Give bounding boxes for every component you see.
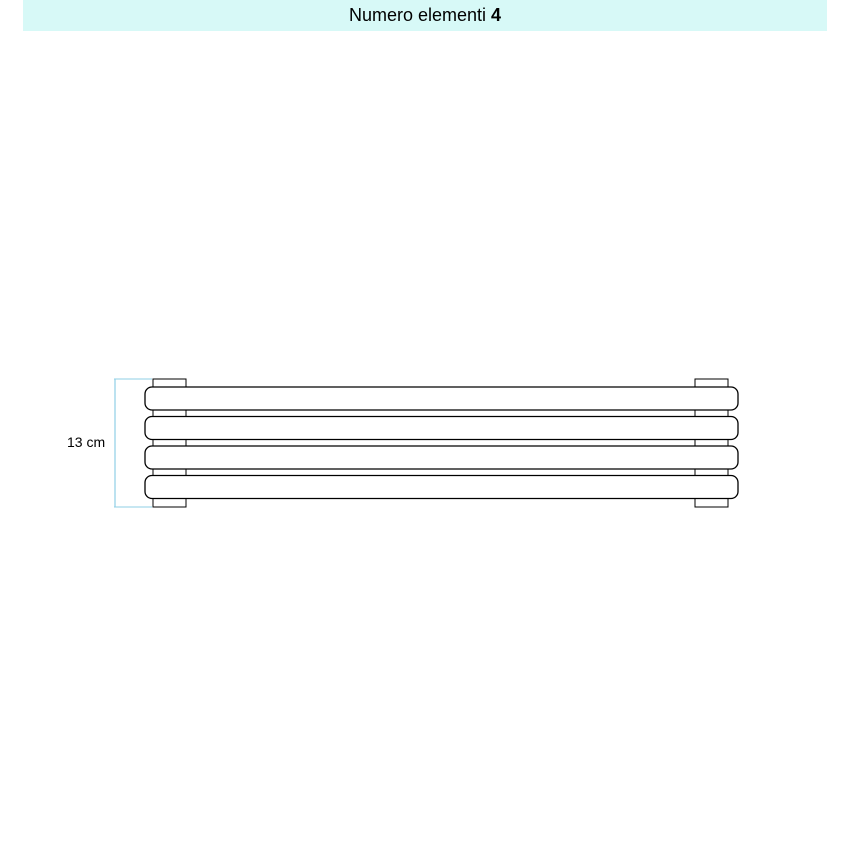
radiator-tube-2 — [145, 417, 738, 440]
radiator-tube-4 — [145, 476, 738, 499]
element-count: 4 — [491, 5, 502, 25]
radiator-tube-1 — [145, 387, 738, 410]
height-label: 13 cm — [67, 434, 106, 450]
radiator-tube-3 — [145, 446, 738, 469]
header-label: Numero elementi — [348, 5, 487, 25]
